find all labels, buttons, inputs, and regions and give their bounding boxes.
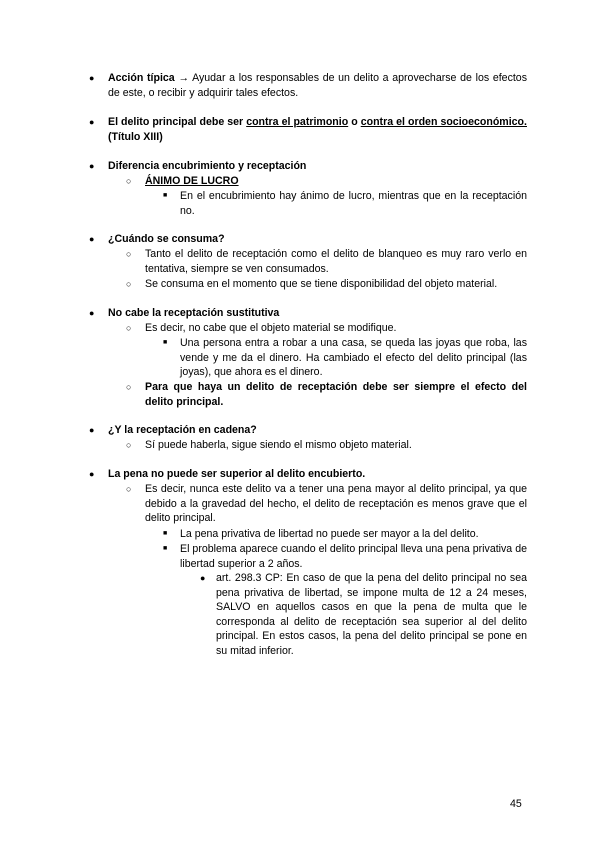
bullet-circle-icon: ○ (126, 484, 132, 494)
consumacion-item-2: Se consuma en el momento que se tiene disponibilidad del objeto material. (145, 278, 498, 290)
bullet-dot-icon: ● (200, 573, 206, 583)
accion-tipica-heading: Acción típica (108, 72, 175, 84)
art-298-3-detail: art. 298.3 CP: En caso de que la pena del delito principal no sea pena privativa de libertad, se impone multa de 12 a 24 meses, SALVO en aquellos casos en que la pena de multa que le corresponda al delito de receptación sea superior al del delito principal. En estos casos, la pena del delito principal se pone en su mitad inferior. (216, 572, 527, 657)
bullet-circle-icon: ○ (126, 249, 132, 259)
consumacion-item-1: Tanto el delito de receptación como el delito de blanqueo es muy raro verlo en tentativa, siempre se ven consumados. (145, 248, 527, 275)
bullet-circle-icon: ○ (126, 323, 132, 333)
page-number: 45 (510, 798, 522, 810)
orden-socioeconomico-underlined: contra el orden socioeconómico. (360, 116, 527, 128)
bullet-circle-icon: ○ (126, 176, 132, 186)
bullet-dot-icon: ● (89, 161, 95, 171)
sustitutiva-item-2: Para que haya un delito de receptación debe ser siempre el efecto del delito principal. (145, 381, 527, 408)
bullet-circle-icon: ○ (126, 279, 132, 289)
bullet-circle-icon: ○ (126, 440, 132, 450)
bullet-dot-icon: ● (89, 117, 95, 127)
bullet-square-icon: ■ (163, 530, 168, 537)
delito-principal-lead: El delito principal debe ser (108, 116, 247, 128)
bullet-dot-icon: ● (89, 308, 95, 318)
arrow-glyph: → (174, 72, 193, 84)
bullet-dot-icon: ● (89, 73, 95, 83)
sustitutiva-heading: No cabe la receptación sustitutiva (108, 307, 280, 319)
bullet-square-icon: ■ (163, 192, 168, 199)
cadena-heading: ¿Y la receptación en cadena? (108, 424, 257, 436)
sustitutiva-item-1: Es decir, no cabe que el objeto material se modifique. (145, 322, 397, 334)
pena-heading: La pena no puede ser superior al delito encubierto. (108, 468, 366, 480)
cadena-item: Sí puede haberla, sigue siendo el mismo objeto material. (145, 439, 412, 451)
animo-de-lucro-detail: En el encubrimiento hay ánimo de lucro, mientras que en la receptación no. (180, 190, 527, 217)
bullet-dot-icon: ● (89, 425, 95, 435)
pena-sub-1: La pena privativa de libertad no puede ser mayor a la del delito. (180, 528, 479, 540)
section-accion-tipica (89, 71, 527, 100)
accion-tipica-definition: Ayudar a los responsables de un delito a aprovecharse de los efectos de este, o recibir y adquirir tales efectos. (108, 72, 527, 99)
bullet-dot-icon: ● (89, 469, 95, 479)
bullet-circle-icon: ○ (126, 382, 132, 392)
section-delito-principal (89, 115, 527, 144)
consumacion-heading: ¿Cuándo se consuma? (108, 233, 225, 245)
bullet-dot-icon: ● (89, 234, 95, 244)
titulo-reference: (Título XIII) (108, 130, 163, 143)
conjunction-o: o (348, 116, 361, 128)
bullet-square-icon: ■ (163, 339, 168, 346)
pena-sub-2: El problema aparece cuando el delito principal lleva una pena privativa de libertad superior a 2 años. (180, 543, 527, 570)
pena-item: Es decir, nunca este delito va a tener una pena mayor al delito principal, ya que debido a la gravedad del hecho, el delito de receptación es menos grave que el delito principal. (145, 483, 527, 525)
diferencia-heading: Diferencia encubrimiento y receptación (108, 160, 307, 172)
delito-principal-text (108, 115, 527, 144)
animo-de-lucro-heading: ÁNIMO DE LUCRO (145, 175, 239, 187)
bullet-square-icon: ■ (163, 545, 168, 552)
accion-tipica-text (108, 71, 527, 100)
sustitutiva-example: Una persona entra a robar a una casa, se queda las joyas que roba, las vende y me da el dinero. Ha cambiado el efecto del delito principal (las joyas), que ahora es el dinero. (180, 337, 527, 379)
patrimonio-underlined: contra el patrimonio (246, 116, 349, 128)
